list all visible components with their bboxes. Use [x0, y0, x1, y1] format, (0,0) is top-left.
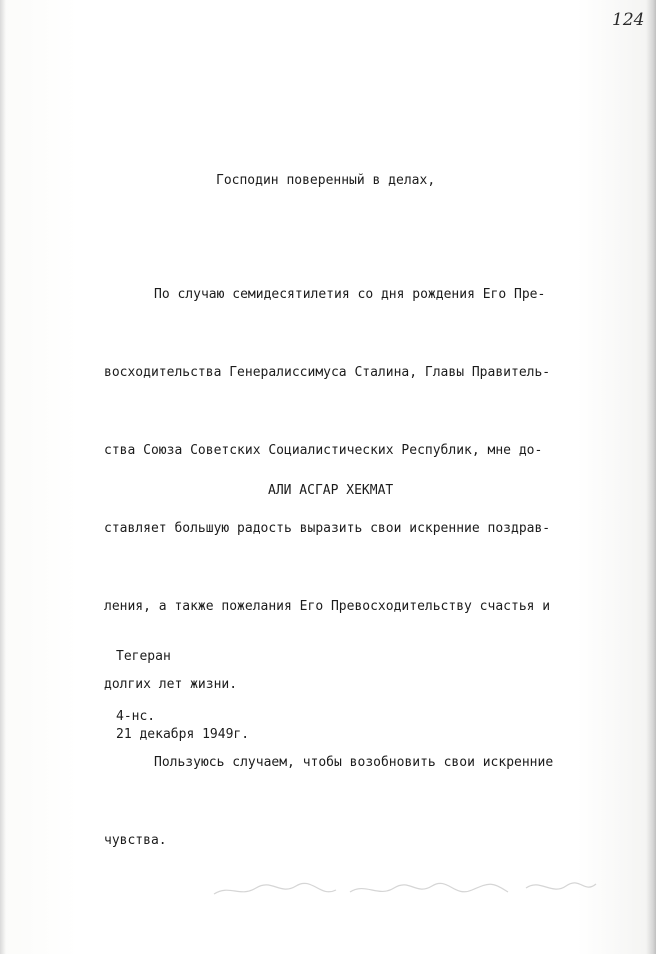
place: Тегеран [116, 649, 171, 664]
body-line: долгих лет жизни. [104, 677, 238, 692]
signature: АЛИ АСГАР ХЕКМАТ [268, 483, 394, 498]
body-line: По случаю семидесятилетия со дня рождения Его Пре- [154, 287, 546, 302]
body-line: ства Союза Советских Социалистических Республик, мне до- [104, 443, 543, 458]
body-line: ставляет большую радость выразить свои искренние поздрав- [104, 521, 551, 536]
place-and-date [116, 592, 249, 800]
body-line: чувства. [104, 833, 167, 848]
body-line: Пользуюсь случаем, чтобы возобновить свои искренние [154, 755, 554, 770]
page-left-edge-shadow [0, 0, 6, 954]
body-line: восходительства Генералиссимуса Сталина, Главы Правитель- [104, 365, 551, 380]
salutation: Господин поверенный в делах, [216, 173, 436, 188]
handwritten-page-number: 124 [612, 10, 645, 30]
date: 21 декабря 1949г. [116, 727, 250, 742]
reference-code: 4-нс. [116, 709, 156, 724]
page-right-edge-shadow [646, 0, 656, 954]
body-line: ления, а также пожелания Его Превосходительству счастья и [104, 599, 551, 614]
faint-pencil-scribble [210, 868, 600, 908]
